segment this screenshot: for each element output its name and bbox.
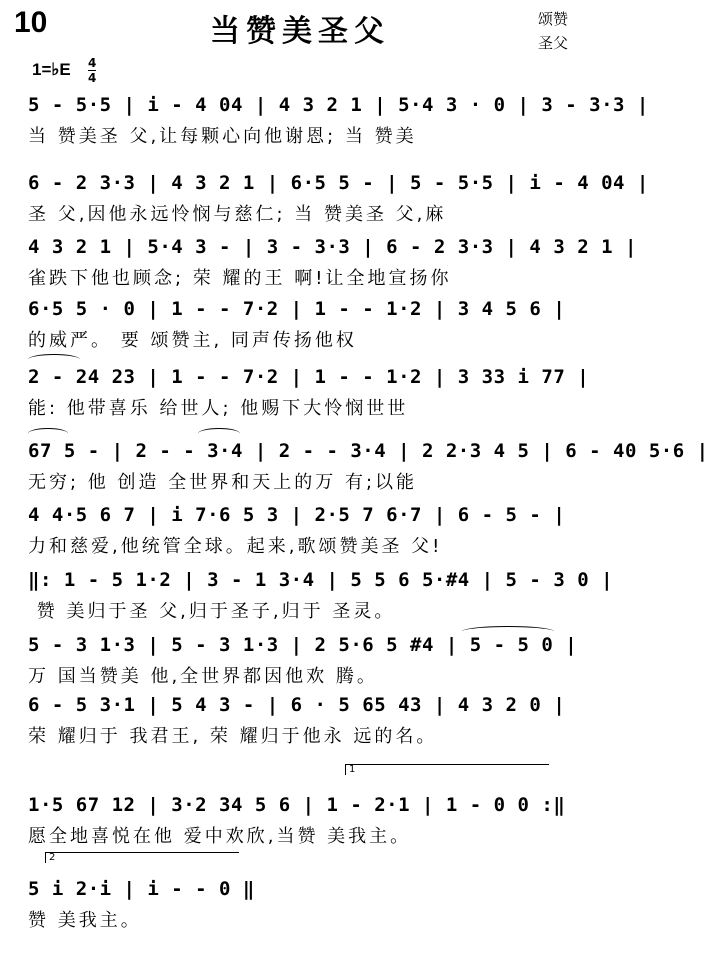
lyric-line: 愿全地喜悦在他 爱中欢欣,当赞 美我主。 xyxy=(28,826,412,847)
lyric-line: 雀跌下他也顾念; 荣 耀的王 啊!让全地宣扬你 xyxy=(28,268,452,289)
lyric-line: 赞 美归于圣 父,归于圣子,归于 圣灵。 xyxy=(28,601,396,622)
lyric-line: 赞 美我主。 xyxy=(28,910,142,931)
notation-line: 4 3 2 1 | 5·4 3 - | 3 - 3·3 | 6 - 2 3·3 | 4 3 2 1 | xyxy=(28,236,637,258)
meter-bottom: 4 xyxy=(88,71,97,85)
notation-line: 1·5 67 12 | 3·2 34 5 6 | 1 - 2·1 | 1 - 0 0 :‖ xyxy=(28,794,566,816)
lyric-line: 圣 父,因他永远怜悯与慈仁; 当 赞美圣 父,麻 xyxy=(28,204,447,225)
song-number: 10 xyxy=(14,6,48,39)
song-category: 颂赞 xyxy=(537,10,568,28)
lyric-line: 荣 耀归于 我君王, 荣 耀归于他永 远的名。 xyxy=(28,726,438,747)
second-ending-bracket xyxy=(45,852,239,863)
meter-top: 4 xyxy=(88,56,97,70)
lyric-line: 力和慈爱,他统管全球。起来,歌颂赞美圣 父! xyxy=(28,536,443,557)
notation-line: 5 i 2·i | i - - 0 ‖ xyxy=(28,878,255,900)
notation-line: 4 4·5 6 7 | i 7·6 5 3 | 2·5 7 6·7 | 6 - 5 - | xyxy=(28,504,566,526)
notation-line: 6 - 2 3·3 | 4 3 2 1 | 6·5 5 - | 5 - 5·5 | i - 4 04 | xyxy=(28,172,649,194)
key-signature: 1=♭E xyxy=(32,60,71,79)
notation-line: 6 - 5 3·1 | 5 4 3 - | 6 · 5 65 43 | 4 3 2 0 | xyxy=(28,694,566,716)
lyric-line: 能: 他带喜乐 给世人; 他赐下大怜悯世世 xyxy=(28,398,409,419)
song-title: 当赞美圣父 xyxy=(210,14,390,49)
volta-label: 2 xyxy=(49,852,56,863)
notation-line: 2 - 24 23 | 1 - - 7·2 | 1 - - 1·2 | 3 33 i 77 | xyxy=(28,366,590,388)
notation-line: 6·5 5 · 0 | 1 - - 7·2 | 1 - - 1·2 | 3 4 5 6 | xyxy=(28,298,566,320)
lyric-line: 的威严。 要 颂赞主, 同声传扬他权 xyxy=(28,330,357,351)
lyric-line: 当 赞美圣 父,让每颗心向他谢恩; 当 赞美 xyxy=(28,126,417,147)
volta-label: 1 xyxy=(349,764,356,775)
lyric-line: 万 国当赞美 他,全世界都因他欢 腾。 xyxy=(28,666,378,687)
notation-line: 67 5 - | 2 - - 3·4 | 2 - - 3·4 | 2 2·3 4 5 | 6 - 40 5·6 | xyxy=(28,440,709,462)
first-ending-bracket xyxy=(345,764,549,775)
notation-line: 5 - 5·5 | i - 4 04 | 4 3 2 1 | 5·4 3 · 0 | 3 - 3·3 | xyxy=(28,94,649,116)
time-signature xyxy=(88,56,96,85)
notation-line: 5 - 3 1·3 | 5 - 3 1·3 | 2 5·6 5 #4 | 5 - 5 0 | xyxy=(28,634,578,656)
song-author: 圣父 xyxy=(537,34,568,52)
lyric-line: 无穷; 他 创造 全世界和天上的万 有;以能 xyxy=(28,472,418,493)
notation-line: ‖: 1 - 5 1·2 | 3 - 1 3·4 | 5 5 6 5·#4 | 5 - 3 0 | xyxy=(28,569,614,591)
